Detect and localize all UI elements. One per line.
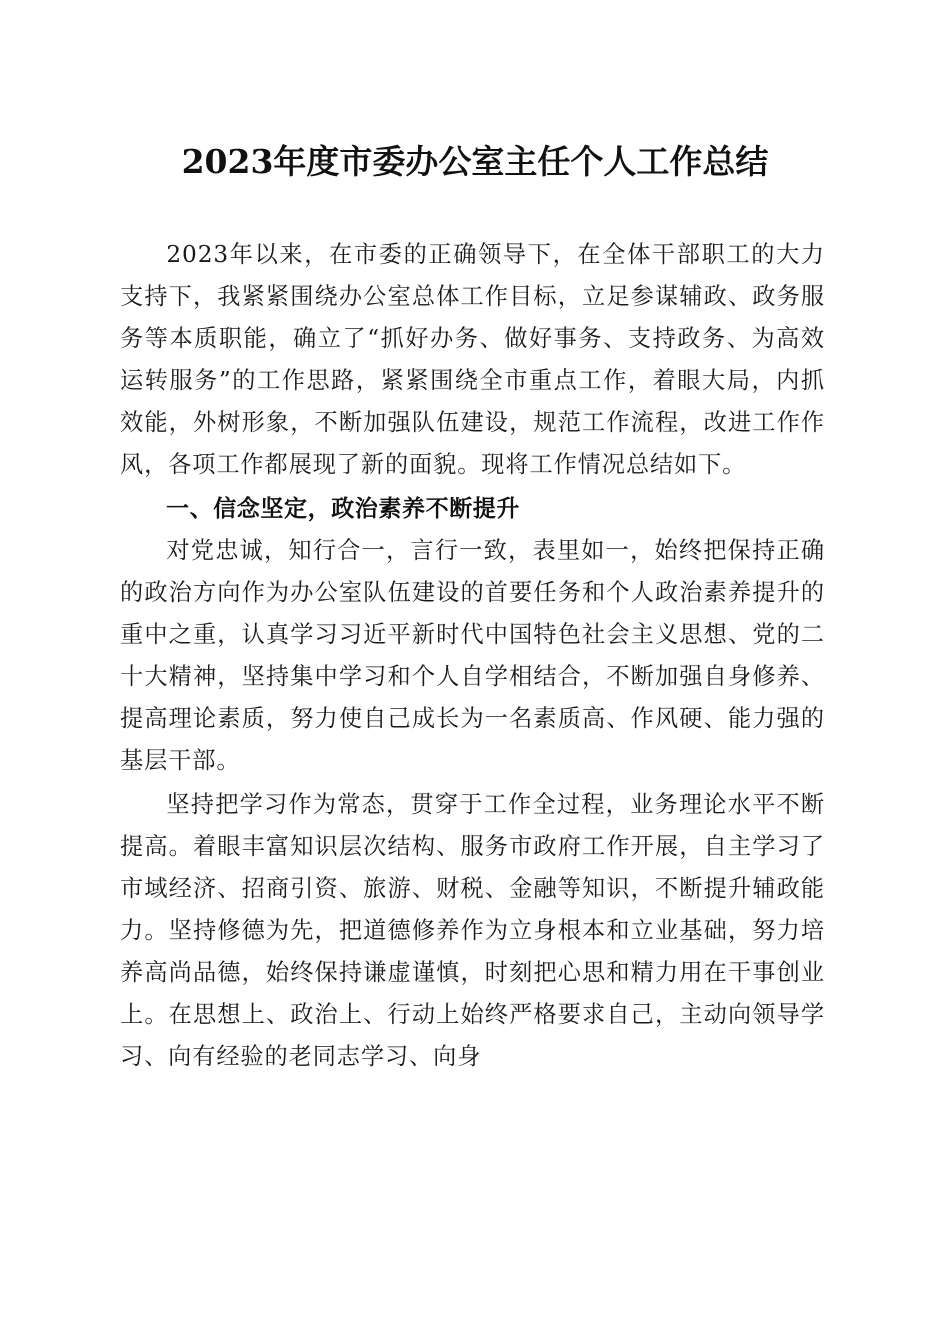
intro-paragraph: 2023年以来，在市委的正确领导下，在全体干部职工的大力支持下，我紧紧围绕办公室总体工作目标，立足参谋辅政、政务服务等本质职能，确立了“抓好办务、做好事务、支持政务、为高效运转服务”的工作思路，紧紧围绕全市重点工作，着眼大局，内抓效能，外树形象，不断加强队伍建设，规范工作流程，改进工作作风，各项工作都展现了新的面貌。现将工作情况总结如下。 <box>120 241 825 478</box>
section1-paragraph-1: 对党忠诚，知行合一，言行一致，表里如一，始终把保持正确的政治方向作为办公室队伍建设的首要任务和个人政治素养提升的重中之重，认真学习习近平新时代中国特色社会主义思想、党的二十大精神，坚持集中学习和个人自学相结合，不断加强自身修养、提高理论素质，努力使自己成长为一名素质高、作风硬、能力强的基层干部。 <box>120 537 825 774</box>
document-title: 2023年度市委办公室主任个人工作总结 <box>181 142 769 181</box>
section1-paragraph-2: 坚持把学习作为常态，贯穿于工作全过程，业务理论水平不断提高。着眼丰富知识层次结构、服务市政府工作开展，自主学习了市域经济、招商引资、旅游、财税、金融等知识，不断提升辅政能力。坚持修德为先，把道德修养作为立身根本和立业基础，努力培养高尚品德，始终保持谦虚谨慎，时刻把心思和精力用在干事创业上。在思想上、政治上、行动上始终严格要求自己，主动向领导学习、向有经验的老同志学习、向身 <box>120 791 825 1070</box>
section-heading-1: 一、信念坚定，政治素养不断提升 <box>166 496 520 522</box>
document-body <box>120 234 825 1078</box>
